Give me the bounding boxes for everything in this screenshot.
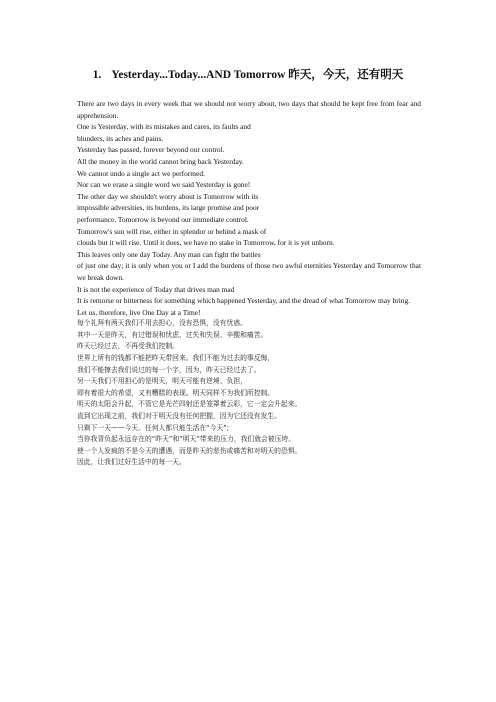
text-line-zh: 另一天我们不用担心的是明天，明天可能有逆境、负担， <box>77 377 247 386</box>
text-line-zh: 当你我背负起永远存在的“昨天”和“明天”带来的压力，我们就会被压垮。 <box>77 435 295 444</box>
text-line: It is not the experience of Today that drives man mad <box>77 284 235 294</box>
text-line-zh: 只剩下一天——今天。任何人都只能生活在“今天”; <box>77 423 230 432</box>
text-line: Tomorrow's sun will rise, either in splendor or behind a mask of <box>77 226 267 236</box>
text-line-zh: 昨天已经过去，不再受我们控制。 <box>77 342 179 351</box>
text-line: performance. Tomorrow is beyond our immediate control. <box>77 214 249 224</box>
text-line-zh: 使一个人发疯的不是今天的遭遇，而是昨天的悲伤或痛苦和对明天的恐惧。 <box>77 446 302 455</box>
title-number: 1. <box>92 69 102 81</box>
text-line: Let us, therefore, live One Day at a Time! <box>77 307 201 317</box>
text-line-zh: 其中一天是昨天，有过错误和忧虑、过失和失误、辛酸和痛苦。 <box>77 330 268 339</box>
text-line: It is remorse or bitterness for something which happened Yesterday, and the dread of what Tomorrow may bring. <box>77 296 411 306</box>
text-line: clouds but it will rise. Until it does, we have no stake in Tomorrow, for it is yet unborn. <box>77 238 335 248</box>
text-line: Yesterday has passed, forever beyond our control. <box>77 145 225 155</box>
text-line-zh: 我们不能擦去我们说过的每一个字，因为，昨天已经过去了。 <box>77 365 261 374</box>
text-line: This leaves only one day Today. Any man can fight the battles <box>77 249 261 259</box>
text-line: Nor can we erase a single word we said Yesterday is gone! <box>77 180 251 190</box>
text-line: impossible adversities, its burdens, its large promise and poor <box>77 203 260 213</box>
text-line: All the money in the world cannot bring back Yesterday. <box>77 156 244 166</box>
text-line: The other day we shouldn't worry about is Tomorrow with its <box>77 191 259 201</box>
document-title <box>0 66 496 82</box>
text-line: There are two days in every week that we should not worry about, two days that should be kept free from fear and apprehension. <box>77 99 421 120</box>
text-line-zh: 即有着很大的希望，又有糟糕的表现。明天同样不为我们所控制。 <box>77 388 275 397</box>
text-line-zh: 每个礼拜有两天我们不用去担心，没有恐惧，没有忧惑。 <box>77 319 247 328</box>
text-line: We cannot undo a single act we performed. <box>77 168 205 178</box>
text-line: One is Yesterday, with its mistakes and cares, its faults and <box>77 122 251 132</box>
text-line-zh: 直到它出现之前，我们对于明天没有任何把握，因为它还没有发生。 <box>77 412 281 421</box>
title-text: Yesterday...Today...AND Tomorrow 昨天，今天，还有明天 <box>111 69 404 81</box>
document-body <box>77 98 421 469</box>
text-line-zh: 世界上所有的钱都不能把昨天带回来。我们不能为过去的事反悔， <box>77 354 275 363</box>
text-line-zh: 明天的太阳会升起，不管它是光芒四射还是笼罩着云彩，它一定会升起来。 <box>77 400 302 409</box>
text-line: blunders, its aches and pains. <box>77 133 164 143</box>
text-line: of just one day; it is only when you or I add the burdens of those two awful eternities Yesterday and Tomorrow that we break down. <box>77 261 421 282</box>
text-line-zh: 因此，让我们过好生活中的每一天。 <box>77 458 186 467</box>
